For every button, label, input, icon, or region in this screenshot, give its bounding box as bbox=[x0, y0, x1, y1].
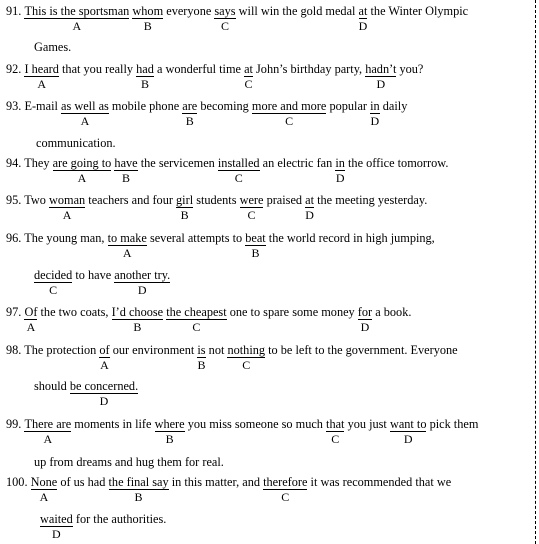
option-label-A: A bbox=[39, 490, 49, 504]
plain-text: a wonderful time bbox=[156, 62, 241, 76]
option-b-text: is B bbox=[197, 343, 206, 372]
option-label-B: B bbox=[143, 19, 152, 33]
plain-text: an electric fan bbox=[262, 156, 333, 170]
option-b-text: where B bbox=[154, 417, 185, 446]
option-label-D: D bbox=[335, 171, 345, 185]
option-label-D: D bbox=[360, 320, 370, 334]
option-label-C: C bbox=[242, 358, 251, 372]
option-d-text: waited D bbox=[40, 512, 73, 541]
option-c-text: installed C bbox=[217, 156, 260, 185]
option-a-text: of A bbox=[99, 343, 110, 372]
plain-text: not bbox=[208, 343, 225, 357]
question-number: 94. bbox=[6, 156, 22, 170]
question-94-line1 bbox=[6, 156, 449, 185]
plain-text: you miss someone so much bbox=[187, 417, 323, 431]
plain-text: it was recommended that we bbox=[310, 475, 452, 489]
option-label-D: D bbox=[376, 77, 386, 91]
option-a-text: I heard A bbox=[24, 62, 59, 91]
page-margin-rule bbox=[535, 0, 536, 544]
option-label-D: D bbox=[99, 394, 109, 408]
option-label-B: B bbox=[122, 171, 131, 185]
question-92-line1 bbox=[6, 62, 424, 91]
option-label-D: D bbox=[358, 19, 368, 33]
option-c-text: more and more C bbox=[251, 99, 327, 128]
option-label-A: A bbox=[62, 208, 72, 222]
option-d-text: in D bbox=[335, 156, 345, 185]
plain-text: the meeting yesterday. bbox=[317, 193, 428, 207]
option-d-text: at D bbox=[305, 193, 315, 222]
question-100-line2 bbox=[40, 512, 167, 541]
question-99-line1 bbox=[6, 417, 479, 446]
plain-text: the Winter Olympic bbox=[370, 4, 469, 18]
option-label-B: B bbox=[197, 358, 206, 372]
option-c-text: says C bbox=[214, 4, 236, 33]
question-number: 92. bbox=[6, 62, 22, 76]
plain-text: the office tomorrow. bbox=[348, 156, 449, 170]
option-d-text: at D bbox=[358, 4, 368, 33]
option-d-text: hadn’t D bbox=[365, 62, 397, 91]
option-label-A: A bbox=[77, 171, 87, 185]
question-number: 98. bbox=[6, 343, 22, 357]
option-label-C: C bbox=[331, 432, 340, 446]
option-b-text: have B bbox=[114, 156, 138, 185]
option-a-text: whom B bbox=[132, 4, 164, 33]
option-label-C: C bbox=[234, 171, 243, 185]
plain-text: one to spare some money bbox=[229, 305, 355, 319]
plain-text: becoming bbox=[200, 99, 249, 113]
option-c-text: nothing C bbox=[227, 343, 266, 372]
question-95-line1 bbox=[6, 193, 428, 222]
option-label-B: B bbox=[165, 432, 174, 446]
option-label-B: B bbox=[141, 77, 150, 91]
question-93-line2: communication. bbox=[36, 136, 116, 150]
option-label-D: D bbox=[305, 208, 314, 222]
option-a-text: are going to A bbox=[52, 156, 112, 185]
plain-text: moments in life bbox=[74, 417, 152, 431]
option-b-text: beat B bbox=[245, 231, 266, 260]
option-d-text: want to D bbox=[389, 417, 427, 446]
plain-text: you? bbox=[399, 62, 424, 76]
question-100-line1 bbox=[6, 475, 452, 504]
question-91-line2: Games. bbox=[34, 40, 72, 54]
plain-text: that you really bbox=[62, 62, 134, 76]
plain-text: everyone bbox=[166, 4, 212, 18]
option-b-text: had B bbox=[136, 62, 154, 91]
option-d-text: for D bbox=[357, 305, 373, 334]
option-c-text: therefore C bbox=[263, 475, 308, 504]
option-b-text: the final say B bbox=[108, 475, 169, 504]
plain-text: popular bbox=[329, 99, 368, 113]
option-a-text: to make A bbox=[107, 231, 147, 260]
option-d-text: another try. D bbox=[114, 268, 171, 297]
question-91-line1 bbox=[6, 4, 469, 33]
plain-text: a book. bbox=[375, 305, 412, 319]
question-number: 95. bbox=[6, 193, 22, 207]
plain-text: the two coats, bbox=[40, 305, 109, 319]
option-a-text: as well as A bbox=[61, 99, 109, 128]
plain-text: you just bbox=[347, 417, 387, 431]
option-label-B: B bbox=[180, 208, 189, 222]
plain-text: Two bbox=[24, 193, 46, 207]
plain-text: the world record in high jumping, bbox=[268, 231, 435, 245]
option-c-text: that C bbox=[326, 417, 345, 446]
question-93-line1 bbox=[6, 99, 408, 128]
question-96-line1 bbox=[6, 231, 435, 260]
plain-text: of us had bbox=[60, 475, 106, 489]
option-label-A: A bbox=[72, 19, 82, 33]
plain-text: daily bbox=[382, 99, 408, 113]
option-label-A: A bbox=[26, 320, 36, 334]
plain-text: E-mail bbox=[24, 99, 58, 113]
option-b-text: I’d choose B bbox=[111, 305, 164, 334]
option-a-text: woman A bbox=[49, 193, 86, 222]
question-number: 96. bbox=[6, 231, 22, 245]
option-d-text: be concerned. D bbox=[69, 379, 139, 408]
option-a-text: None A bbox=[30, 475, 58, 504]
option-label-D: D bbox=[137, 283, 147, 297]
option-label-B: B bbox=[185, 114, 194, 128]
option-label-B: B bbox=[133, 320, 142, 334]
option-label-A: A bbox=[122, 246, 132, 260]
option-d-text: in D bbox=[370, 99, 380, 128]
question-98-line2 bbox=[34, 379, 139, 408]
question-97-line1 bbox=[6, 305, 412, 334]
option-label-B: B bbox=[251, 246, 260, 260]
question-number: 91. bbox=[6, 4, 22, 18]
question-number: 100. bbox=[6, 475, 28, 489]
question-number: 93. bbox=[6, 99, 22, 113]
option-label-A: A bbox=[80, 114, 90, 128]
plain-text: mobile phone bbox=[111, 99, 180, 113]
plain-text: teachers and four bbox=[88, 193, 173, 207]
option-label-C: C bbox=[281, 490, 290, 504]
plain-text: to have bbox=[75, 268, 112, 282]
question-96-line2 bbox=[34, 268, 171, 297]
question-number: 97. bbox=[6, 305, 22, 319]
option-label-A: A bbox=[37, 77, 47, 91]
plain-text: will win the gold medal bbox=[238, 4, 356, 18]
plain-text: our environment bbox=[112, 343, 195, 357]
plain-text: students bbox=[196, 193, 237, 207]
option-c-text: at C bbox=[244, 62, 253, 91]
plain-text: to be left to the government. Everyone bbox=[268, 343, 458, 357]
question-number: 99. bbox=[6, 417, 22, 431]
option-label-D: D bbox=[370, 114, 380, 128]
option-label-D: D bbox=[52, 527, 61, 541]
plain-text: The protection bbox=[24, 343, 97, 357]
option-label-C: C bbox=[192, 320, 201, 334]
question-91-seg-this: This is the sportsman A bbox=[24, 4, 130, 33]
option-a-text: There are A bbox=[24, 417, 72, 446]
option-label-C: C bbox=[220, 19, 229, 33]
plain-text: praised bbox=[266, 193, 303, 207]
option-label-C: C bbox=[285, 114, 294, 128]
option-c-text: were C bbox=[239, 193, 264, 222]
plain-text: for the authorities. bbox=[75, 512, 167, 526]
plain-text: should bbox=[34, 379, 67, 393]
option-b-text: are B bbox=[182, 99, 198, 128]
option-label-C: C bbox=[247, 208, 256, 222]
plain-text: the servicemen bbox=[140, 156, 215, 170]
plain-text: pick them bbox=[429, 417, 479, 431]
option-a-text: Of A bbox=[24, 305, 38, 334]
option-c-text: the cheapest C bbox=[166, 305, 227, 334]
plain-text: The young man, bbox=[24, 231, 105, 245]
option-c-text: decided C bbox=[34, 268, 73, 297]
option-label-D: D bbox=[403, 432, 413, 446]
plain-text: They bbox=[24, 156, 50, 170]
plain-text: in this matter, and bbox=[171, 475, 260, 489]
option-label-B: B bbox=[134, 490, 143, 504]
option-label-A: A bbox=[43, 432, 53, 446]
plain-text: John’s birthday party, bbox=[256, 62, 363, 76]
option-b-text: girl B bbox=[176, 193, 194, 222]
option-label-A: A bbox=[100, 358, 109, 372]
question-99-line2: up from dreams and hug them for real. bbox=[34, 455, 224, 469]
question-98-line1 bbox=[6, 343, 458, 372]
option-label-C: C bbox=[244, 77, 253, 91]
plain-text: several attempts to bbox=[149, 231, 243, 245]
option-label-C: C bbox=[49, 283, 58, 297]
